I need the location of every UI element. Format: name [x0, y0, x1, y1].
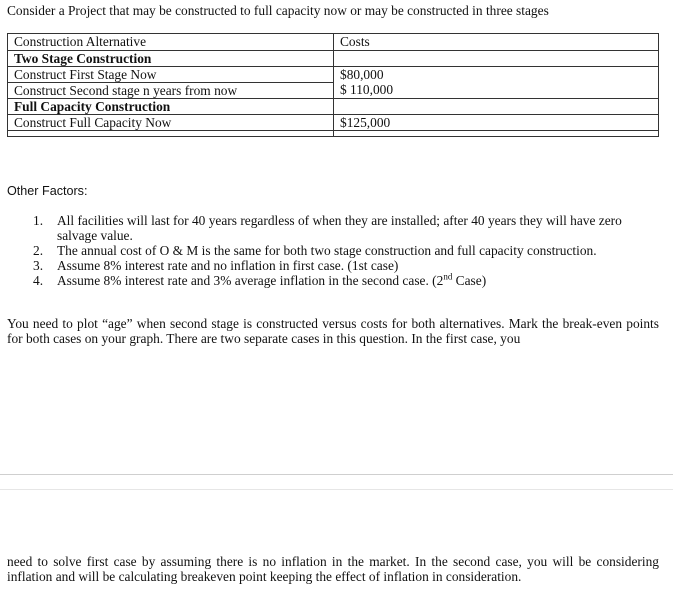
page-divider — [0, 474, 673, 475]
page-divider — [0, 489, 673, 490]
cost-table — [7, 33, 659, 137]
list-item — [0, 273, 673, 288]
header-alternative: Construction Alternative — [8, 34, 334, 51]
table-row — [8, 131, 659, 137]
two-stage-heading: Two Stage Construction — [8, 51, 334, 67]
ordinal-suffix: nd — [443, 271, 453, 282]
table-row — [8, 51, 659, 67]
list-number: 4. — [33, 273, 44, 288]
full-capacity-label: Construct Full Capacity Now — [8, 115, 334, 131]
list-item — [0, 243, 673, 258]
header-costs: Costs — [334, 34, 659, 51]
list-number: 1. — [33, 213, 44, 228]
factor-text-before: Assume 8% interest rate and 3% average inflation in the second case. (2 — [57, 273, 444, 288]
other-factors-label: Other Factors: — [7, 184, 88, 198]
second-stage-cost: $ 110,000 — [334, 83, 659, 99]
empty-cell — [8, 131, 334, 137]
instruction-paragraph-continued: need to solve first case by assuming there is no inflation in the market. In the second case, you will be considering inflation and will be calculating breakeven point keeping the effect of inflation in consideration. — [7, 554, 659, 584]
list-number: 3. — [33, 258, 44, 273]
empty-cell — [334, 51, 659, 67]
factor-list — [0, 213, 673, 288]
intro-text: Consider a Project that may be constructed to full capacity now or may be constructed in three stages — [7, 3, 549, 18]
full-capacity-heading: Full Capacity Construction — [8, 99, 334, 115]
table-row — [8, 99, 659, 115]
list-item — [0, 213, 673, 243]
factor-text-after: Case) — [452, 273, 487, 288]
factor-text: The annual cost of O & M is the same for both two stage construction and full capacity construction. — [57, 243, 597, 258]
table-header-row — [8, 34, 659, 51]
factor-text: Assume 8% interest rate and no inflation in first case. (1st case) — [57, 258, 399, 273]
table-row — [8, 115, 659, 131]
second-stage-label: Construct Second stage n years from now — [8, 83, 334, 99]
empty-cell — [334, 131, 659, 137]
factor-text — [57, 273, 663, 288]
factor-text: All facilities will last for 40 years regardless of when they are installed; after 40 years they will have zero salvage value. — [57, 213, 622, 243]
instruction-paragraph: You need to plot “age” when second stage is constructed versus costs for both alternatives. Mark the break-even points for both cases on your graph. There are two separate cases in this question. In the first case, you — [7, 316, 659, 346]
table-row — [8, 83, 659, 99]
first-stage-label: Construct First Stage Now — [8, 67, 334, 83]
empty-cell — [334, 99, 659, 115]
list-item — [0, 258, 673, 273]
table-row — [8, 67, 659, 83]
list-number: 2. — [33, 243, 44, 258]
first-stage-cost: $80,000 — [334, 67, 659, 83]
full-capacity-cost: $125,000 — [334, 115, 659, 131]
